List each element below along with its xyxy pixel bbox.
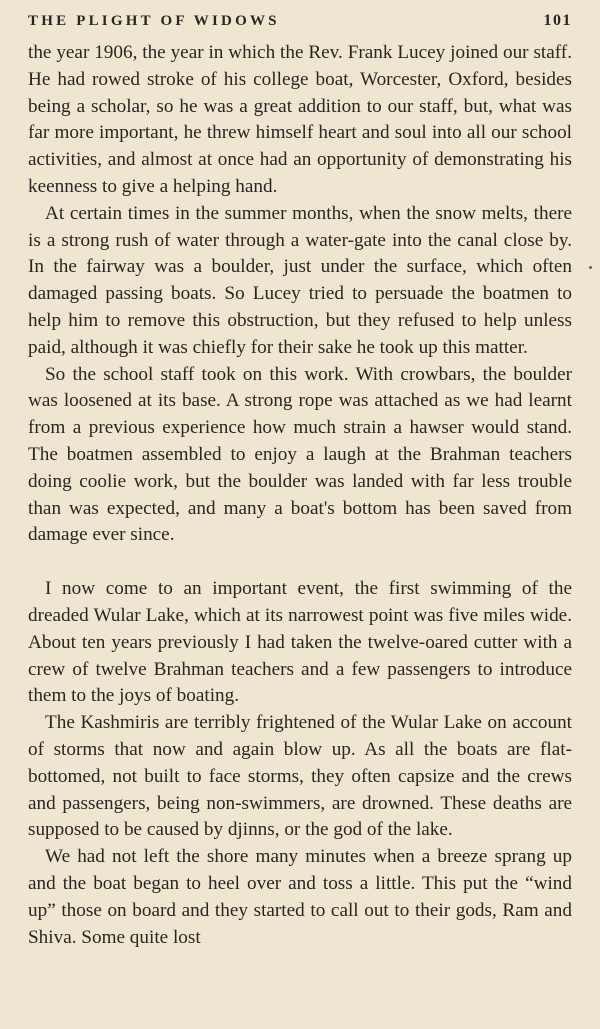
paragraph: The Kashmiris are terribly frightened of the Wular Lake on account of storms that now and again blow up. As all the boats are flat-bottomed, not built to face storms, they often capsize and the crews and passengers, being non-swimmers, are drowned. These deaths are supposed to be caused by djinns, or the god of the lake. [28, 712, 572, 841]
body-text [28, 40, 572, 951]
running-title: THE PLIGHT OF WIDOWS [28, 13, 280, 29]
paragraph: the year 1906, the year in which the Rev. Frank Lucey joined our staff. He had rowed stroke of his college boat, Worcester, Oxford, besides being a scholar, so he was a great addition to our staff, but, what was far more important, he threw himself heart and soul into all our school activities, and almost at once had an opportunity of demonstrating his keenness to give a helping hand. [28, 42, 572, 197]
running-head [28, 12, 572, 40]
section-break [28, 549, 572, 576]
page-number: 101 [543, 12, 572, 29]
paragraph: So the school staff took on this work. With crowbars, the boulder was loosened at its base. A strong rope was attached as we had learnt from a previous experience how much strain a hawser would stand. The boatmen assembled to enjoy a laugh at the Brahman teachers doing coolie work, but the boulder was landed with far less trouble than was expected, and many a boat's bottom has been saved from damage ever since. [28, 363, 572, 546]
paragraph: We had not left the shore many minutes when a breeze sprang up and the boat began to heel over and toss a little. This put the “wind up” those on board and they started to call out to their gods, Ram and Shiva. Some quite lost [28, 846, 572, 948]
margin-dot [589, 266, 592, 269]
paragraph: At certain times in the summer months, when the snow melts, there is a strong rush of water through a water-gate into the canal close by. In the fairway was a boulder, just under the surface, which often damaged passing boats. So Lucey tried to persuade the boatmen to help him to remove this obstruction, but they refused to help unless paid, although it was chiefly for their sake he took up this matter. [28, 202, 572, 358]
paragraph: I now come to an important event, the first swimming of the dreaded Wular Lake, which at its narrowest point was five miles wide. About ten years previously I had taken the twelve-oared cutter with a crew of twelve Brahman teachers and a few passengers to introduce them to the joys of boating. [28, 578, 572, 707]
